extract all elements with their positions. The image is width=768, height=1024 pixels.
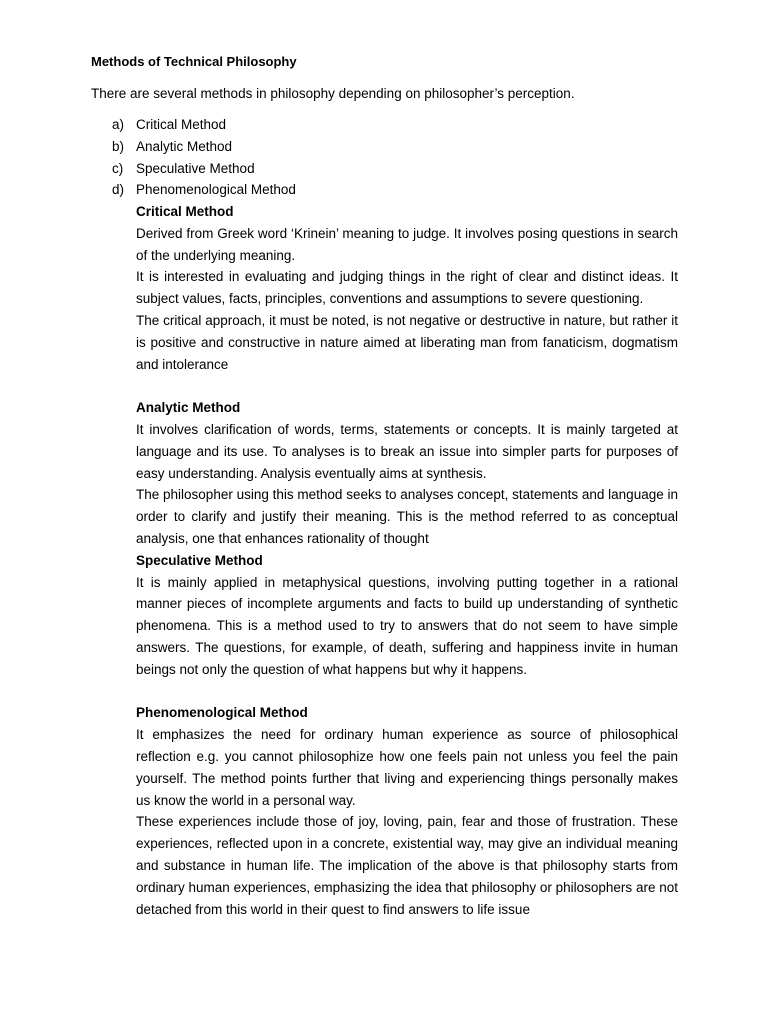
section-heading: Phenomenological Method (136, 705, 308, 721)
list-item-label: Phenomenological Method (136, 182, 296, 198)
body-paragraph: The critical approach, it must be noted, is not negative or destructive in nature, but rather it is positive and constructive in nature aimed at liberating man from fanaticism, dogmatism and intolerance (136, 312, 678, 372)
section-heading: Speculative Method (136, 552, 263, 568)
list-item-label: Speculative Method (136, 160, 255, 176)
list-item (91, 158, 651, 180)
document-title: Methods of Technical Philosophy (91, 54, 297, 69)
body-paragraph: It is interested in evaluating and judging things in the right of clear and distinct ideas. It subject values, facts, principles, conventions and assumptions to severe questioning. (136, 269, 678, 307)
list-item (91, 179, 651, 201)
list-item-label: Critical Method (136, 117, 227, 132)
section-critical-method (136, 201, 678, 375)
list-marker: c) (112, 160, 124, 176)
body-paragraph: The philosopher using this method seeks to analyses concept, statements and language in order to clarify and justify their meaning. This is the method referred to as conceptual analysis, one that enhances rationality of thought (136, 487, 678, 546)
section-heading: Analytic Method (136, 400, 241, 416)
blank-line (136, 681, 678, 703)
list-item (91, 114, 651, 136)
blank-line (136, 375, 678, 397)
list-marker: d) (112, 182, 125, 198)
body-paragraph: It emphasizes the need for ordinary human experience as source of philosophical reflection e.g. you cannot philosophize how one feels pain not unless you feel the pain yourself. The method points further that living and experiencing things personally makes us know the world in a personal way. (136, 727, 678, 808)
body-paragraph: It is mainly applied in metaphysical questions, involving putting together in a rational manner pieces of incomplete arguments and facts to build up understanding of synthetic phenomena. This is a method used to try to answers that do not seem to have simple answers. The questions, for example, of death, suffering and happiness invite in human beings not only the question of what happens but why it happens. (136, 574, 678, 677)
list-marker: a) (112, 117, 125, 132)
body-paragraph: It involves clarification of words, terms, statements or concepts. It is mainly targeted at language and its use. To analyses is to break an issue into simpler parts for purposes of easy understanding. Analysis eventually aims at synthesis. (136, 421, 678, 481)
section-speculative-method (136, 550, 678, 681)
methods-list (91, 114, 651, 201)
intro-paragraph: There are several methods in philosophy depending on philosopher’s perception. (91, 86, 575, 101)
body-paragraph: These experiences include those of joy, loving, pain, fear and those of frustration. These experiences, reflected upon in a concrete, existential way, may give an individual meaning and substance in human life. The implication of the above is that philosophy starts from ordinary human experiences, emphasizing the idea that philosophy or philosophers are not detached from this world in their quest to find answers to life issue (136, 814, 678, 917)
section-phenomenological-method (136, 702, 678, 920)
body-paragraph: Derived from Greek word ‘Krinein’ meaning to judge. It involves posing questions in search of the underlying meaning. (136, 225, 678, 263)
list-item-label: Analytic Method (136, 138, 233, 154)
section-analytic-method (136, 397, 678, 550)
list-marker: b) (112, 138, 125, 154)
list-item (91, 136, 651, 158)
document-body (136, 201, 678, 920)
section-heading: Critical Method (136, 204, 234, 219)
